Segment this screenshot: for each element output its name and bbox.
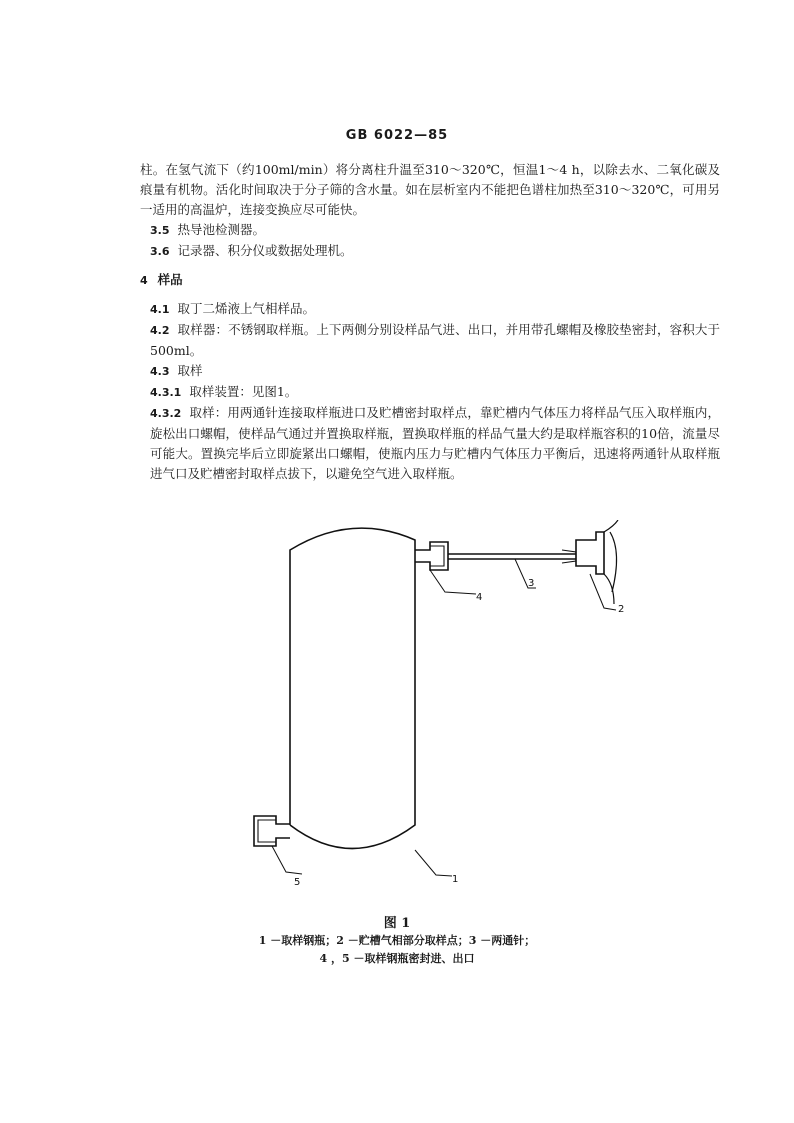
paragraph-3-4-continued: 柱。在氢气流下（约100ml/min）将分离柱升温至310～320℃，恒温1～4 h，以除去水、二氧化碳及痕量有机物。活化时间取决于分子筛的含水量。如在层析室内不能把色谱柱加热至310～320℃，可用另一适用的高温炉，连接变换应尽可能快。 (140, 162, 720, 217)
clause-text: 取样：用两通针连接取样瓶进口及贮槽密封取样点，靠贮槽内气体压力将样品气压入取样瓶内，旋松出口螺帽，使样品气通过并置换取样瓶，置换取样瓶的样品气量大约是取样瓶容积的10倍，流量尽可能大。置换完毕后立即旋紧出口螺帽，使瓶内压力与贮槽内气体压力平衡后，迅速将两通针从取样瓶进气口及贮槽密封取样点拔下，以避免空气进入取样瓶。 (150, 405, 720, 481)
label-3: 3 (528, 578, 535, 589)
clause-number: 3.6 (150, 245, 170, 258)
clause-4-3 (140, 361, 720, 382)
clause-text: 热导池检测器。 (177, 222, 266, 237)
clause-number: 4.3.2 (150, 407, 182, 420)
clause-number: 4.3 (150, 365, 170, 378)
two-way-needle-3 (448, 554, 576, 559)
clause-3-5 (140, 220, 720, 241)
clause-text: 取丁二烯液上气相样品。 (177, 301, 316, 316)
body-text (140, 160, 720, 484)
clause-4-3-1 (140, 382, 720, 403)
clause-3-6 (140, 241, 720, 262)
clause-number: 3.5 (150, 224, 170, 237)
clause-text: 取样器：不锈钢取样瓶。上下两侧分别设样品气进、出口，并用带孔螺帽及橡胶垫密封，容积大于500ml。 (150, 322, 720, 358)
clause-4-2 (140, 320, 720, 361)
section-title: 样品 (157, 272, 183, 287)
section-4-heading (140, 270, 720, 291)
clause-text: 记录器、积分仪或数据处理机。 (177, 243, 353, 258)
sampling-cylinder (290, 528, 415, 848)
figure-1-sampling-device (240, 520, 640, 890)
label-1: 1 (452, 874, 459, 885)
clause-number: 4.3.1 (150, 386, 182, 399)
figure-caption-line-2: 4 ，5 －取样钢瓶密封进、出口 (319, 952, 475, 965)
clause-text: 取样装置：见图1。 (189, 384, 298, 399)
figure-title: 图 1 (383, 916, 411, 931)
clause-number: 4.2 (150, 324, 170, 337)
section-number: 4 (140, 274, 148, 287)
figure-caption-line-1: 1 －取样钢瓶；2 －贮槽气相部分取样点；3 －两通针； (258, 934, 536, 947)
tank-sampling-point-2 (576, 532, 604, 574)
clause-number: 4.1 (150, 303, 170, 316)
clause-4-1 (140, 299, 720, 320)
clause-4-3-2 (140, 403, 720, 484)
label-2: 2 (618, 604, 625, 615)
label-5: 5 (294, 877, 301, 888)
label-4: 4 (476, 592, 483, 603)
clause-text: 取样 (177, 363, 203, 378)
page-header: GB 6022—85 (345, 128, 449, 143)
